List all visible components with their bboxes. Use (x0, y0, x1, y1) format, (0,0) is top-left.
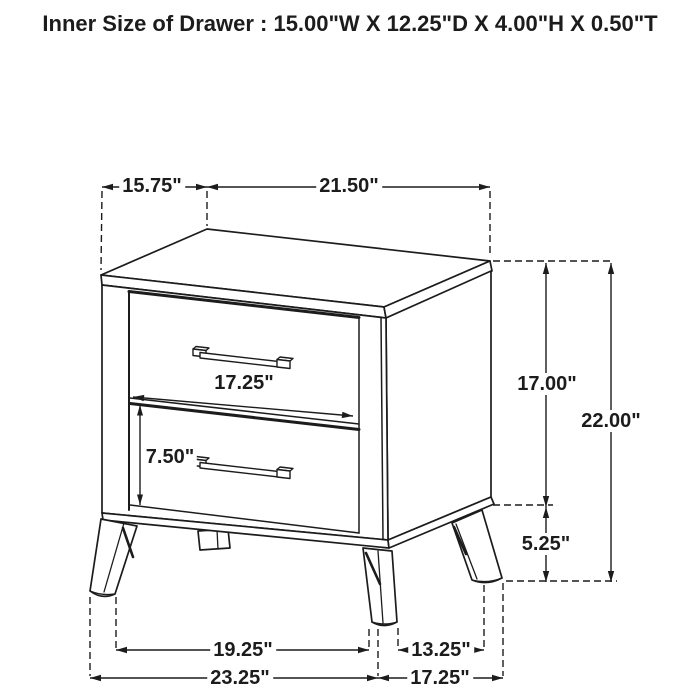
label-overall-front-width: 23.25" (207, 667, 273, 689)
label-top-width: 21.50" (316, 175, 382, 197)
label-case-height: 17.00" (514, 373, 580, 395)
label-drawer-front-width: 17.25" (211, 372, 277, 394)
label-top-depth: 15.75" (119, 175, 185, 197)
label-overall-height: 22.00" (578, 410, 644, 432)
leg-front-right (363, 548, 397, 626)
label-bottom-drawer-height: 7.50" (143, 446, 197, 468)
nightstand (90, 229, 502, 626)
label-leg-height: 5.25" (519, 533, 573, 555)
leg-rear-right (452, 510, 502, 583)
label-side-leg-span: 13.25" (408, 639, 474, 661)
diagram-title: Inner Size of Drawer : 15.00"W X 12.25"D X 4.00"H X 0.50"T (42, 11, 658, 36)
label-front-leg-span: 19.25" (210, 639, 276, 661)
cabinet-body (102, 271, 494, 548)
leg-front-left (90, 519, 137, 596)
dim-bottom-lines (90, 583, 503, 678)
label-overall-side-depth: 17.25" (407, 667, 473, 689)
